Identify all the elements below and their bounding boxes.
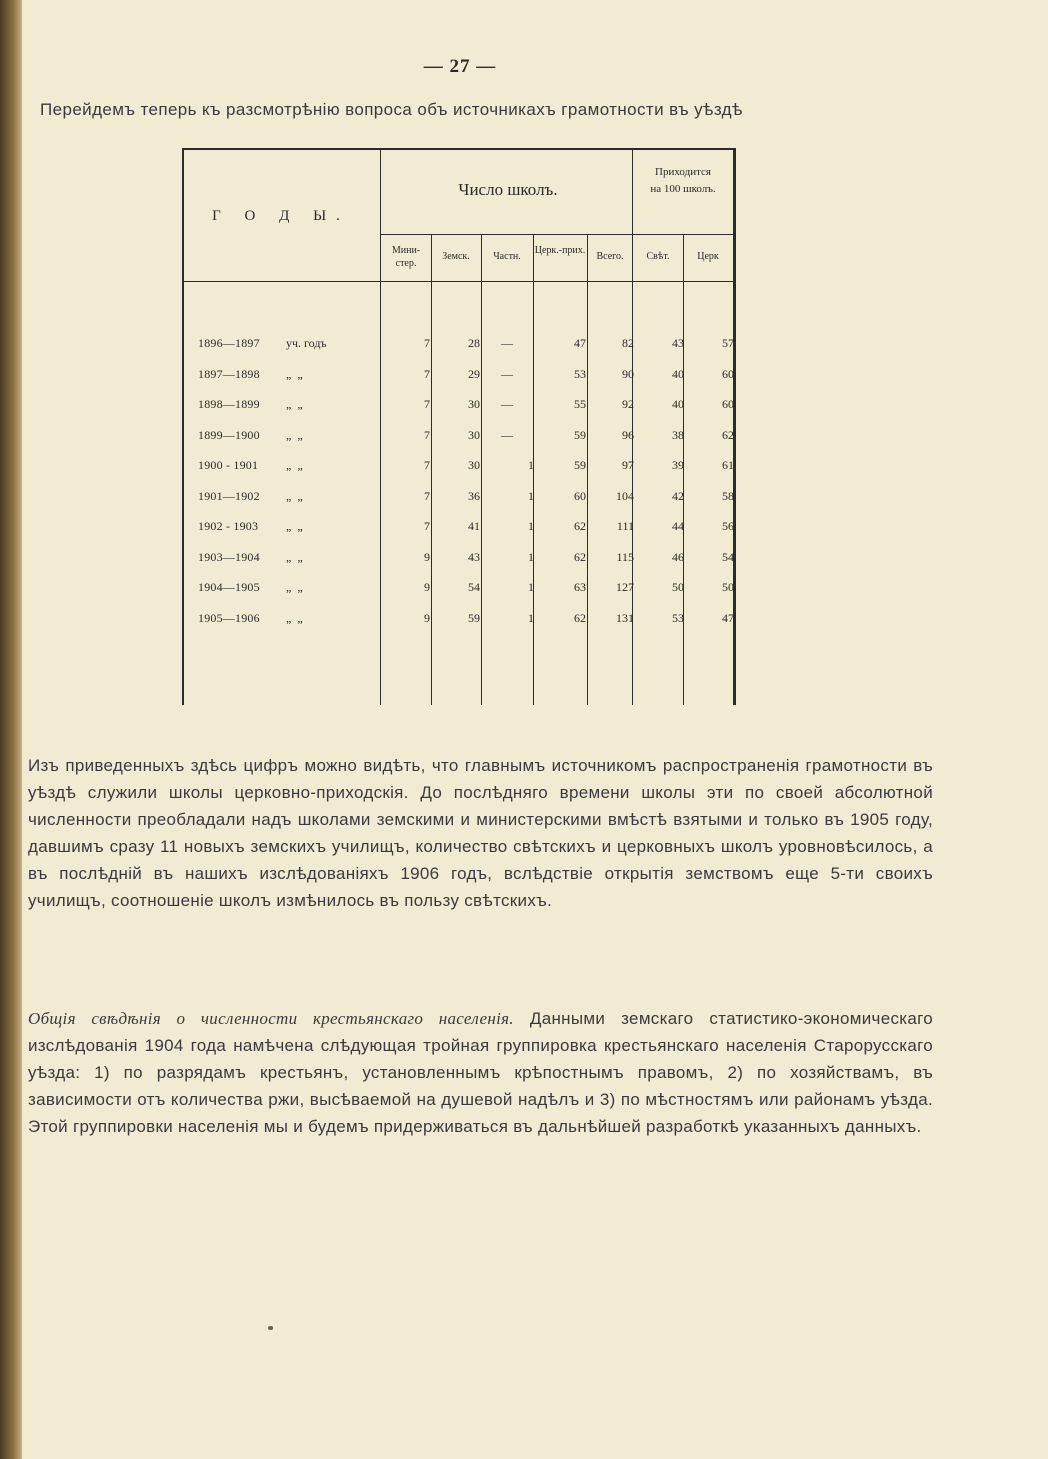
cell-min: 7 (424, 458, 430, 472)
paragraph-2-text: Данными земскаго статистико-экономическаго изслѣдованiя 1904 года намѣчена слѣдующая тройная группировка крестьянскаго населенiя Старорусскаго уѣзда: 1) по разрядамъ крестьянъ, установленнымъ крѣпостнымъ правомъ, 2) по хозяйствамъ, въ зависимости отъ количества ржи, высѣваемой на душевой надѣлъ и 3) по мѣстностямъ или районамъ уѣзда. Этой группировки населенiя мы и будемъ придерживаться въ дальнѣйшей разработкѣ указанныхъ данныхъ. (28, 1009, 933, 1136)
page-number: — 27 — (423, 56, 497, 77)
table-row (178, 367, 738, 389)
cell-priv: 1 (528, 488, 534, 503)
row-years: 1900 - 1901 (198, 458, 259, 472)
table-subheader-rule (380, 234, 734, 235)
row-unit: уч. годъ (286, 336, 327, 350)
cell-svet: 42 (672, 488, 684, 503)
row-years: 1896—1897 (198, 336, 260, 350)
cell-min: 7 (424, 336, 430, 350)
cell-cerk: 54 (722, 549, 734, 564)
cell-total: 111 (616, 519, 634, 533)
cell-cerk: 60 (722, 366, 734, 381)
cell-priv: — (501, 366, 513, 381)
cell-svet: 40 (672, 397, 684, 411)
cell-total: 104 (616, 488, 634, 503)
cell-cerk-prih: 62 (574, 549, 586, 564)
per100-header-line2: на 100 школъ. (650, 183, 716, 195)
cell-min: 7 (424, 427, 430, 442)
cell-cerk-prih: 55 (574, 397, 586, 411)
schools-table (178, 148, 738, 705)
cell-total: 97 (622, 458, 634, 472)
cell-zem: 29 (468, 366, 480, 381)
cell-svet: 40 (672, 366, 684, 381)
cell-cerk: 58 (722, 488, 734, 503)
table-row (178, 489, 738, 511)
row-unit: „ „ (286, 397, 303, 411)
cell-zem: 30 (468, 458, 480, 472)
cell-svet: 53 (672, 610, 684, 625)
cell-cerk: 62 (722, 427, 734, 442)
cell-cerk-prih: 63 (574, 580, 586, 594)
cell-min: 7 (424, 488, 430, 503)
cell-cerk-prih: 60 (574, 488, 586, 503)
cell-svet: 46 (672, 549, 684, 564)
cell-cerk-prih: 59 (574, 427, 586, 442)
col-header-parish: Церк.-прих. (534, 245, 586, 256)
cell-zem: 30 (468, 397, 480, 411)
col-header-total: Всего. (596, 251, 624, 262)
cell-min: 7 (424, 519, 430, 533)
cell-cerk: 57 (722, 336, 734, 350)
cell-min: 9 (424, 610, 430, 625)
cell-min: 7 (424, 397, 430, 411)
row-years: 1902 - 1903 (198, 519, 259, 533)
paragraph-1: Изъ приведенныхъ здѣсь цифръ можно видѣть, что главнымъ источникомъ распространенія грамотности въ уѣздѣ служили школы церковно-приходскія. До послѣдняго времени школы эти по своей абсолютной численности преобладали надъ школами земскими и министерскими вмѣстѣ взятыми и только въ 1905 году, давшимъ сразу 11 новыхъ земскихъ училищъ, количество свѣтскихъ и церковныхъ школъ уровновѣсилось, а въ послѣднiй въ нашихъ изслѣдованiяхъ 1906 годъ, вслѣдствiе открытiя земствомъ еще 5-ти своихъ училищъ, соотношенiе школъ измѣнилось въ пользу свѣтскихъ. (28, 756, 933, 910)
cell-priv: 1 (528, 519, 534, 533)
cell-priv: 1 (528, 458, 534, 472)
cell-zem: 59 (468, 610, 480, 625)
cell-zem: 30 (468, 427, 480, 442)
row-years: 1901—1902 (198, 488, 260, 503)
paragraph-2 (28, 1005, 933, 1140)
cell-priv: 1 (528, 549, 534, 564)
row-years: 1904—1905 (198, 580, 260, 594)
table-header-bottom (182, 281, 734, 282)
row-unit: „ „ (286, 366, 303, 381)
ink-speck (268, 1326, 273, 1330)
table-row (178, 550, 738, 572)
col-header-church: Церк (697, 251, 719, 262)
cell-min: 7 (424, 366, 430, 381)
cell-svet: 50 (672, 580, 684, 594)
cell-zem: 41 (468, 519, 480, 533)
cell-total: 92 (622, 397, 634, 411)
row-unit: „ „ (286, 458, 303, 472)
cell-zem: 54 (468, 580, 480, 594)
book-binding-edge (0, 0, 22, 1459)
row-unit: „ „ (286, 519, 303, 533)
table-row (178, 580, 738, 602)
col-header-zemstvo: Земск. (442, 251, 470, 262)
table-row (178, 611, 738, 633)
cell-total: 82 (622, 336, 634, 350)
row-unit: „ „ (286, 488, 303, 503)
cell-cerk: 56 (722, 519, 734, 533)
cell-priv: — (501, 397, 513, 411)
cell-total: 127 (616, 580, 634, 594)
col-header-secular: Свѣт. (646, 251, 670, 262)
cell-total: 131 (616, 610, 634, 625)
cell-zem: 43 (468, 549, 480, 564)
cell-cerk-prih: 62 (574, 519, 586, 533)
row-years: 1898—1899 (198, 397, 260, 411)
years-header: Г О Д Ы. (212, 208, 350, 224)
cell-svet: 44 (672, 519, 684, 533)
row-unit: „ „ (286, 549, 303, 564)
table-row (178, 428, 738, 450)
row-unit: „ „ (286, 580, 303, 594)
row-unit: „ „ (286, 427, 303, 442)
row-unit: „ „ (286, 610, 303, 625)
cell-cerk: 47 (722, 610, 734, 625)
row-years: 1899—1900 (198, 427, 260, 442)
col-header-private: Частн. (493, 251, 521, 262)
cell-total: 90 (622, 366, 634, 381)
cell-cerk: 61 (722, 458, 734, 472)
cell-priv: — (501, 336, 513, 350)
cell-zem: 36 (468, 488, 480, 503)
row-years: 1897—1898 (198, 366, 260, 381)
cell-cerk: 50 (722, 580, 734, 594)
table-border-top (182, 148, 734, 150)
cell-cerk: 60 (722, 397, 734, 411)
per100-header-line1: Приходится (655, 166, 711, 178)
cell-total: 96 (622, 427, 634, 442)
cell-svet: 38 (672, 427, 684, 442)
cell-min: 9 (424, 580, 430, 594)
cell-priv: 1 (528, 610, 534, 625)
table-row (178, 519, 738, 541)
cell-cerk-prih: 62 (574, 610, 586, 625)
row-years: 1905—1906 (198, 610, 260, 625)
schools-count-header: Число школъ. (458, 180, 558, 199)
cell-cerk-prih: 53 (574, 366, 586, 381)
row-years: 1903—1904 (198, 549, 260, 564)
cell-priv: — (501, 427, 513, 442)
table-row (178, 397, 738, 419)
per100-header (633, 164, 733, 198)
cell-zem: 28 (468, 336, 480, 350)
cell-svet: 43 (672, 336, 684, 350)
col-header-ministerial: Мини-стер. (391, 245, 421, 269)
cell-min: 9 (424, 549, 430, 564)
section-heading: Общiя свѣдѣнiя о численности крестьянскаго населенiя. (28, 1009, 514, 1028)
cell-svet: 39 (672, 458, 684, 472)
cell-priv: 1 (528, 580, 534, 594)
cell-cerk-prih: 47 (574, 336, 586, 350)
cell-cerk-prih: 59 (574, 458, 586, 472)
cell-total: 115 (616, 549, 634, 564)
intro-line: Перейдемъ теперь къ разсмотрѣнію вопроса объ источникахъ грамотности въ уѣздѣ (40, 100, 743, 119)
table-row (178, 458, 738, 480)
table-row (178, 336, 738, 358)
